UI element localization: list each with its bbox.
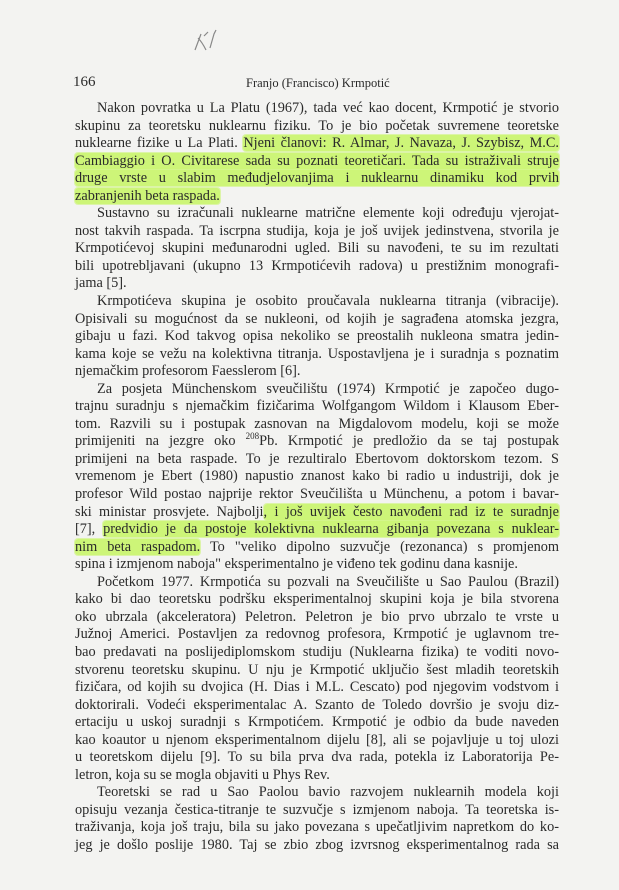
text-line — [75, 767, 559, 785]
text-line — [75, 258, 559, 276]
text-segment: Južnoj Americi. Postavljen za redovnog profesora, Krmpotić je uglavnom tre- — [75, 626, 559, 643]
text-line — [75, 662, 559, 680]
text-segment: To "veliko dipolno suzvučje (rezonanca) s promjenom — [200, 538, 559, 555]
highlighted-text: druge vrste u slabim međudjelovanjima i nuklearnu dinamiku kod prvih — [75, 170, 559, 187]
text-segment: Nakon povratka u La Platu (1967), tada već kao docent, Krmpotić je stvorio — [97, 100, 559, 116]
text-line — [75, 486, 559, 504]
text-line — [75, 118, 559, 136]
text-line — [75, 556, 559, 574]
text-segment: Opisivali su mogućnost da se nukleoni, od kojih je sagrađena atomska jezgra, — [75, 310, 559, 327]
text-segment: trajnu suradnju s njemačkim fizičarima Wolfgangom Wildom i Klausom Eber- — [75, 398, 559, 415]
text-line — [75, 837, 559, 855]
text-segment: kao koautor u njenom eksperimentalnom dijelu [8], ali se pojavljuje u toj ulozi — [75, 731, 559, 748]
text-segment: bao predavati na poslijediplomskom studiju (Nuklearna fizika) te voditi novo- — [75, 643, 559, 660]
text-line — [75, 293, 559, 311]
text-line — [75, 170, 559, 188]
text-line — [75, 574, 559, 592]
text-segment: ertaciju u uskoj suradnji s Krmpotićem. Krmpotić je odbio da bude naveden — [75, 714, 559, 731]
text-line — [75, 328, 559, 346]
text-segment: gibaju u fazi. Kod takvog opisa nekoliko se preostalih nukleona smatra jedin- — [75, 328, 559, 345]
text-segment: traživanja, koja još traju, bila su jako povezana s upečatljivim napretkom do ko- — [75, 819, 559, 836]
text-segment: skupinu za teoretsku nuklearnu fiziku. To je bio početak suvremene teoretske — [75, 117, 559, 134]
text-line — [75, 346, 559, 364]
text-line — [75, 749, 559, 767]
text-line — [75, 539, 559, 557]
text-line — [75, 521, 559, 539]
text-segment: u teoretskom dijelu [9]. To su bila prva dva rada, potekla iz Laboratorija Pe- — [75, 749, 559, 766]
text-segment: primijeni na beta raspade. To je rezultiralo Ebertovom doktorskom tezom. S — [75, 450, 559, 467]
text-line — [75, 609, 559, 627]
text-line — [75, 732, 559, 750]
text-segment: vremenom je Ebert (1980) napustio znanost kako bi radio u industriji, dok je — [75, 468, 559, 485]
text-segment: fizičara, od kojih su dvojica (H. Dias i M.L. Cescato) pod njegovim vodstvom i — [75, 679, 559, 696]
text-segment: Teoretski se rad u Sao Paolou bavio razvojem nuklearnih modela koji — [97, 784, 559, 801]
running-head: Franjo (Francisco) Krmpotić — [246, 76, 390, 90]
text-segment: jeg je došlo poslije 1980. Taj se zbio zbog izvrsnog eksperimentalnog rada sa — [75, 836, 559, 853]
text-segment: spina i izmjenom naboja" eksperimentalno je viđeno tek godinu dana kasnije. — [75, 556, 518, 573]
text-line — [75, 679, 559, 697]
text-segment: primijeniti na jezgre oko — [75, 433, 246, 450]
text-line — [75, 398, 559, 416]
text-segment: njemačkim profesorom Faesslerom [6]. — [75, 363, 301, 380]
highlighted-text: nim beta raspadom. — [75, 538, 201, 555]
text-segment: [7], — [75, 521, 104, 538]
text-line — [75, 451, 559, 469]
text-line — [75, 363, 559, 381]
text-line — [75, 626, 559, 644]
text-line — [75, 468, 559, 486]
text-segment: oko ubrzala (akceleratora) Peletron. Peletron je bio prvo ubrzalo te vrste u — [75, 608, 559, 625]
text-line — [75, 381, 559, 399]
page-number: 166 — [73, 74, 96, 90]
text-line — [75, 153, 559, 171]
text-segment: letron, koja su se mogla objaviti u Phys Rev. — [75, 766, 330, 783]
text-line — [75, 714, 559, 732]
handwritten-mark — [192, 28, 222, 54]
text-line — [75, 697, 559, 715]
text-segment: opisuju vezanja čestica-titranje te suzvučje s izmjenom naboja. Ta teoretska is- — [75, 801, 559, 818]
text-line — [75, 188, 559, 206]
text-segment: Početkom 1977. Krmpotića su pozvali na Sveučilište u Sao Paulou (Brazil) — [97, 573, 559, 590]
text-segment: doktorirali. Vodeći eksperimentalac A. Szanto de Toledo dovršio je svoju diz- — [75, 696, 559, 713]
text-segment: nuklearne fizike u La Plati. — [75, 135, 244, 152]
text-segment: stvorenu teoretsku skupinu. U nju je Krmpotić uključio šest mladih teoretskih — [75, 661, 559, 678]
highlighted-text: Njeni članovi: R. Almar, J. Navaza, J. Szybisz, M.C. — [243, 135, 559, 152]
text-line — [75, 644, 559, 662]
body-text — [75, 100, 559, 855]
text-line — [75, 591, 559, 609]
text-segment: kama koje se vežu na kolektivna titranja. Uspostavljena je i suradnja s poznatim — [75, 345, 559, 362]
text-segment: Krmpotićevoj skupini međunarodni ugled. Bili su navođeni, te su im rezultati — [75, 240, 559, 257]
text-line — [75, 802, 559, 820]
text-line — [75, 100, 559, 118]
text-segment: bili upotrebljavani (ukupno 13 Krmpotićevih radova) u prestižnim monografi- — [75, 257, 559, 274]
text-line — [75, 416, 559, 434]
text-segment: nost takvih raspada. Ta iscrpna studija, koja je još uvijek jedinstvena, stvorila je — [75, 222, 559, 239]
text-line — [75, 240, 559, 258]
text-line — [75, 311, 559, 329]
text-line — [75, 135, 559, 153]
highlighted-text: Cambiaggio i O. Civitarese sada su poznati teoretičari. Tada su istraživali struje — [75, 152, 559, 169]
text-segment: Krmpotićeva skupina je osobito proučavala nuklearna titranja (vibracije). — [97, 293, 559, 310]
text-segment: Sustavno su izračunali nuklearne matrične elemente koji određuju vjerojat- — [97, 205, 559, 222]
text-line — [75, 784, 559, 802]
text-line — [75, 819, 559, 837]
superscript: 208 — [245, 431, 260, 442]
highlighted-text: predvidio je da postoje kolektivna nuklearna gibanja povezana s nuklear- — [103, 521, 559, 538]
text-segment: tom. Razvili su i postupak zasnovan na Migdalovom modelu, koji se može — [75, 415, 559, 432]
text-line — [75, 275, 559, 293]
text-line — [75, 205, 559, 223]
highlighted-text: , i još uvijek često navođeni rad iz te suradnje — [263, 503, 559, 520]
text-segment: jama [5]. — [75, 275, 127, 292]
text-segment: Pb. Krmpotić je predložio da se taj postupak — [259, 433, 559, 450]
text-line — [75, 223, 559, 241]
text-segment: kako bi dao teoretsku podršku eksperimentalnoj skupini koja je bila stvorena — [75, 591, 559, 608]
text-segment: profesor Wild postao najprije rektor Sveučilišta u Münchenu, a potom i bavar- — [75, 486, 559, 503]
text-line — [75, 433, 559, 451]
text-segment: Za posjeta Münchenskom sveučilištu (1974) Krmpotić je započeo dugo- — [97, 380, 559, 397]
text-segment: ski ministar prosvjete. Najbolji — [75, 503, 264, 520]
text-line — [75, 504, 559, 522]
highlighted-text: zabranjenih beta raspada. — [75, 187, 220, 204]
